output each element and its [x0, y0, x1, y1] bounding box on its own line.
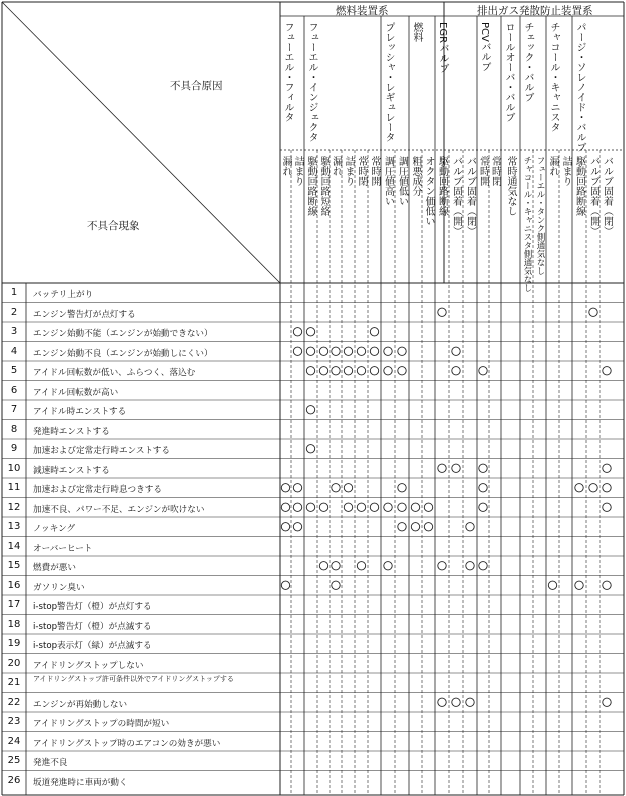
subcause-2: 駆動回路断線 [305, 156, 316, 216]
row-number: 17 [7, 599, 21, 610]
subcause-14: バルブ固着（閉） [464, 156, 476, 236]
check-mark [293, 503, 301, 511]
component-fuel: 燃料 [411, 22, 422, 42]
check-mark [384, 503, 392, 511]
subcause-22: 駆動回路断線 [573, 156, 585, 216]
check-mark [281, 581, 289, 589]
check-mark [306, 445, 314, 453]
check-mark [466, 562, 474, 570]
row-number: 16 [7, 579, 21, 591]
check-mark [306, 347, 314, 355]
row-number: 25 [7, 755, 21, 766]
subcause-17: 常時通気なし [505, 156, 516, 216]
subcause-19: フューエル・タンク側通気なし [535, 156, 545, 275]
check-mark [384, 562, 392, 570]
component-pcv: PCVバルブ [479, 22, 490, 72]
row-number: 4 [10, 345, 18, 357]
check-mark [603, 464, 611, 472]
subcause-11: オクタン価低い [423, 156, 434, 226]
row-number: 3 [10, 326, 18, 337]
symptom-text: 坂道発進時に車両が動く [33, 777, 128, 788]
check-mark [306, 406, 314, 414]
check-mark [357, 562, 365, 570]
check-mark [370, 367, 378, 375]
subcause-5: 詰まり [343, 156, 354, 186]
component-regulator: プレッシャ・レギュレータ [383, 22, 394, 142]
check-mark [281, 503, 289, 511]
check-mark [479, 464, 487, 472]
check-mark [603, 503, 611, 511]
check-mark [319, 367, 327, 375]
check-mark [384, 347, 392, 355]
symptom-text: 加速不良、パワー不足、エンジンが吹けない [33, 504, 205, 515]
row-number: 13 [7, 521, 21, 532]
check-mark [293, 484, 301, 492]
subcause-1: 詰まり [292, 156, 303, 186]
check-mark [293, 347, 301, 355]
check-mark [424, 523, 432, 531]
symptom-text: エンジン始動不良（エンジンが始動しにくい） [33, 348, 213, 359]
row-number: 18 [7, 618, 21, 630]
row-number: 26 [7, 774, 21, 786]
subcause-18: チャコール・キャニスタ側通気なし [522, 156, 532, 292]
check-mark [479, 562, 487, 570]
check-mark [319, 503, 327, 511]
symptom-text: i-stop警告灯（橙）が点灯する [33, 602, 152, 612]
symptom-text: アイドル回転数が高い [33, 387, 119, 398]
subcause-10: 粗悪成分 [410, 156, 421, 196]
check-mark [370, 328, 378, 336]
symptom-text: エンジン始動不能（エンジンが始動できない） [33, 329, 213, 339]
check-mark [344, 347, 352, 355]
check-mark [332, 484, 340, 492]
check-mark [479, 503, 487, 511]
row-number: 24 [7, 735, 21, 747]
row-number: 21 [7, 677, 21, 688]
symptom-text: アイドル回転数が低い、ふらつく、落込む [33, 368, 196, 378]
check-mark [293, 523, 301, 531]
symptom-text: アイドリングストップ許可条件以外でアイドリングストップする [33, 675, 234, 683]
check-mark [438, 562, 446, 570]
cause-axis-label: 不具合原因 [170, 80, 223, 92]
subcause-13: バルブ固着（開） [450, 156, 462, 236]
row-number: 10 [7, 462, 21, 474]
symptom-text: バッテリ上がり [33, 290, 94, 300]
check-mark [589, 484, 597, 492]
component-canister: チャコール・キャニスタ [548, 22, 559, 132]
row-number: 23 [7, 716, 21, 727]
row-number: 5 [10, 365, 18, 376]
symptom-text: ガソリン臭い [33, 582, 85, 593]
row-number: 6 [10, 384, 18, 396]
symptom-text: アイドリングストップしない [33, 660, 144, 671]
check-mark [370, 503, 378, 511]
symptom-text: アイドル時エンストする [33, 407, 127, 417]
subcause-3: 駆動回路短絡 [318, 156, 329, 216]
check-mark [575, 581, 583, 589]
check-mark [438, 698, 446, 706]
check-mark [344, 503, 352, 511]
subcause-24: バルブ固着（閉） [601, 156, 613, 236]
check-mark [398, 503, 406, 511]
check-mark [306, 503, 314, 511]
check-mark [438, 308, 446, 316]
symptom-text: 発進時エンストする [33, 426, 110, 437]
check-mark [398, 523, 406, 531]
check-mark [398, 347, 406, 355]
symptom-axis-label: 不具合現象 [87, 220, 140, 232]
check-mark [589, 308, 597, 316]
component-check: チェック・バルブ [522, 22, 533, 102]
component-egr: EGRバルブ [437, 22, 448, 74]
check-mark [575, 484, 583, 492]
check-mark [319, 347, 327, 355]
subcause-20: 漏れ [547, 156, 558, 176]
check-mark [452, 367, 460, 375]
check-mark [603, 367, 611, 375]
check-mark [344, 484, 352, 492]
check-mark [344, 367, 352, 375]
check-mark [452, 347, 460, 355]
check-mark [479, 367, 487, 375]
subcause-12: 駆動回路断線 [436, 156, 448, 216]
check-mark [452, 464, 460, 472]
row-number: 22 [7, 696, 21, 708]
check-mark [424, 503, 432, 511]
check-mark [479, 484, 487, 492]
row-number: 7 [10, 404, 18, 415]
emission-system-group: 排出ガス発散防止装置系 [477, 5, 593, 17]
check-mark [411, 523, 419, 531]
check-mark [306, 367, 314, 375]
check-mark [319, 562, 327, 570]
check-mark [603, 698, 611, 706]
check-mark [370, 347, 378, 355]
check-mark [357, 347, 365, 355]
symptom-text: 加速および定常走行時息つきする [33, 485, 162, 495]
subcause-16: 常時閉 [489, 156, 501, 186]
component-injector: フューエル・インジェクタ [306, 22, 317, 142]
symptom-text: i-stop表示灯（緑）が点滅する [33, 641, 152, 651]
subcause-0: 漏れ [280, 156, 291, 176]
check-mark [411, 503, 419, 511]
check-mark [281, 523, 289, 531]
row-number: 20 [7, 657, 21, 669]
symptom-text: 減速時エンストする [33, 465, 110, 476]
row-number: 8 [10, 423, 18, 435]
symptom-text: エンジンが再始動しない [33, 699, 128, 710]
check-mark [306, 328, 314, 336]
check-mark [357, 367, 365, 375]
check-mark [466, 523, 474, 531]
component-purge: パージ・ソレノイド・バルブ [574, 22, 585, 152]
check-mark [398, 367, 406, 375]
row-number: 12 [7, 501, 21, 513]
subcause-9: 調圧値低い [396, 156, 408, 206]
row-number: 9 [10, 443, 18, 454]
subcause-21: 詰まり [560, 156, 571, 186]
subcause-4: 漏れ [330, 156, 342, 176]
row-number: 2 [10, 306, 18, 318]
check-mark [548, 581, 556, 589]
check-mark [398, 484, 406, 492]
row-number: 11 [7, 482, 21, 493]
check-mark [332, 367, 340, 375]
check-mark [603, 484, 611, 492]
symptom-text: エンジン警告灯が点灯する [33, 309, 136, 320]
check-mark [603, 581, 611, 589]
check-mark [281, 484, 289, 492]
check-mark [332, 581, 340, 589]
symptom-text: オーバーヒート [33, 543, 93, 554]
row-number: 1 [10, 287, 18, 298]
check-mark [332, 562, 340, 570]
component-filter: フューエル・フィルタ [282, 22, 293, 122]
component-rollover: ロールオーバ・バルブ [503, 22, 514, 122]
row-number: 14 [7, 540, 21, 552]
symptom-text: ノッキング [33, 524, 76, 534]
check-mark [293, 328, 301, 336]
row-number: 15 [7, 560, 21, 571]
fuel-system-group: 燃料装置系 [336, 5, 389, 17]
symptom-text: 燃費が悪い [33, 563, 76, 573]
check-mark [332, 347, 340, 355]
subcause-15: 常時開 [477, 156, 489, 186]
check-mark [357, 503, 365, 511]
subcause-23: バルブ固着（開） [587, 156, 599, 236]
row-number: 19 [7, 638, 21, 649]
symptom-text: 加速および定常走行時エンストする [33, 446, 170, 456]
symptom-text: アイドリングストップ時のエアコンの効きが悪い [33, 738, 221, 749]
subcause-8: 調圧値高い [382, 156, 394, 206]
symptom-text: 発進不良 [33, 758, 68, 768]
symptom-text: アイドリングストップの時間が短い [33, 719, 170, 729]
check-mark [438, 464, 446, 472]
symptom-text: i-stop警告灯（橙）が点滅する [33, 621, 152, 632]
check-mark [466, 698, 474, 706]
subcause-7: 常時開 [369, 156, 380, 186]
check-mark [384, 367, 392, 375]
subcause-6: 常時閉 [356, 156, 367, 186]
check-mark [452, 698, 460, 706]
